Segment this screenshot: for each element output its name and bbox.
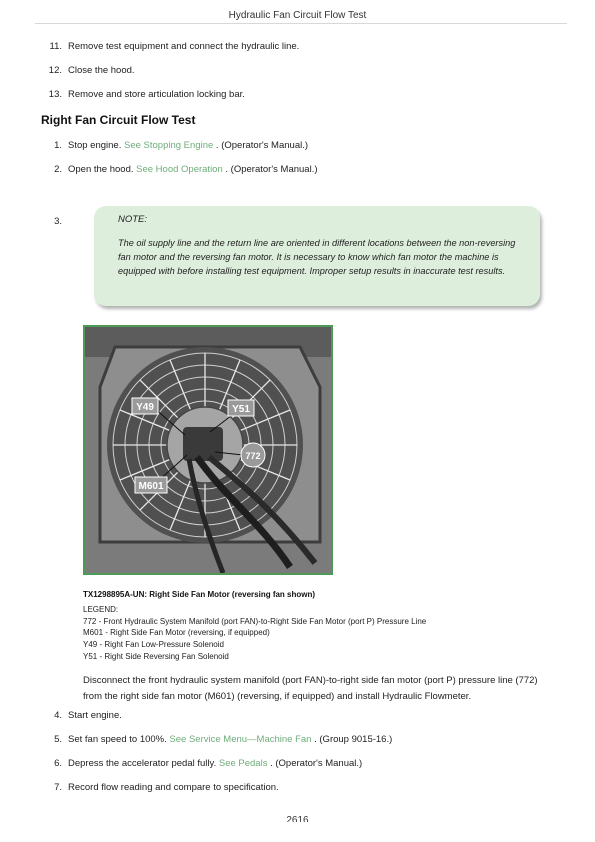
page-number: 2616 [286,815,309,822]
page-header-title: Hydraulic Fan Circuit Flow Test [228,10,367,21]
step-number: 3. [54,216,62,227]
step-number: 4. [54,710,62,721]
step-text: Close the hood. [68,65,135,76]
step-text [68,733,392,746]
step-number: 12. [48,65,62,76]
hood-operation-link[interactable]: See Hood Operation [136,164,223,175]
instruction-paragraph: Disconnect the front hydraulic system manifold (port FAN)-to-right side fan motor (port P) pressure line (772) from the right side fan motor (M601) (reversing, if equipped) and install Hydraulic Flowmeter. [83,675,538,702]
callout-label: 772 [245,451,261,461]
callout-label: Y51 [232,404,250,415]
legend [83,604,426,663]
pedals-link[interactable]: See Pedals [218,758,268,769]
step-text: Record flow reading and compare to specification. [68,782,279,793]
callout-y51 [228,400,254,416]
callout-772 [241,443,265,467]
step-number: 7. [54,782,62,793]
step-text-after: . (Operator's Manual.) [225,164,318,175]
step-number: 1. [54,140,62,151]
note-box [94,206,540,306]
stopping-engine-link[interactable]: See Stopping Engine [124,140,214,151]
step-number: 13. [48,89,62,100]
step-text-before: Depress the accelerator pedal fully. [68,758,217,769]
service-menu-link[interactable]: See Service Menu—Machine Fan [169,734,312,745]
step-number: 6. [54,758,62,769]
section-heading: Right Fan Circuit Flow Test [41,113,196,127]
figure-caption: TX1298895A-UN: Right Side Fan Motor (reversing fan shown) [83,590,316,599]
callout-label: Y49 [136,402,154,413]
fan-motor-figure [83,325,333,575]
fan-motor-illustration [85,327,331,573]
step-text-after: . (Operator's Manual.) [270,758,363,769]
step-text [68,757,362,770]
step-text-before: Open the hood. [68,164,134,175]
legend-item: Y49 - Right Fan Low-Pressure Solenoid [83,640,224,650]
fan-motor-body [183,427,223,461]
callout-m601 [135,477,167,493]
legend-title: LEGEND: [83,605,119,614]
step-text: Start engine. [68,710,122,721]
legend-item: M601 - Right Side Fan Motor (reversing, if equipped) [83,628,270,638]
step-text-before: Stop engine. [68,140,122,151]
header-divider [35,23,567,24]
step-text-after: . (Group 9015-16.) [314,734,393,745]
step-text [68,139,308,152]
callout-label: M601 [138,481,164,492]
step-number: 2. [54,164,62,175]
step-number: 5. [54,734,62,745]
note-text: The oil supply line and the return line are oriented in different locations between the non-reversing fan motor and the reversing fan motor. It is necessary to know which fan motor the machine is equipped with before installing test equipment. Improper setup results in inaccurate test results. [118,238,516,277]
legend-item: 772 - Front Hydraulic System Manifold (port FAN)-to-Right Side Fan Motor (port P) Pressure Line [83,616,427,626]
step-text: Remove test equipment and connect the hydraulic line. [68,41,300,52]
step-text-before: Set fan speed to 100%. [68,734,167,745]
step-text [68,163,318,176]
step-text-after: . (Operator's Manual.) [215,140,309,151]
step-number: 11. [49,41,62,52]
step-text: Remove and store articulation locking bar. [68,89,245,100]
note-title: NOTE: [118,214,148,225]
legend-item: Y51 - Right Side Reversing Fan Solenoid [83,651,229,661]
callout-y49 [132,398,158,414]
